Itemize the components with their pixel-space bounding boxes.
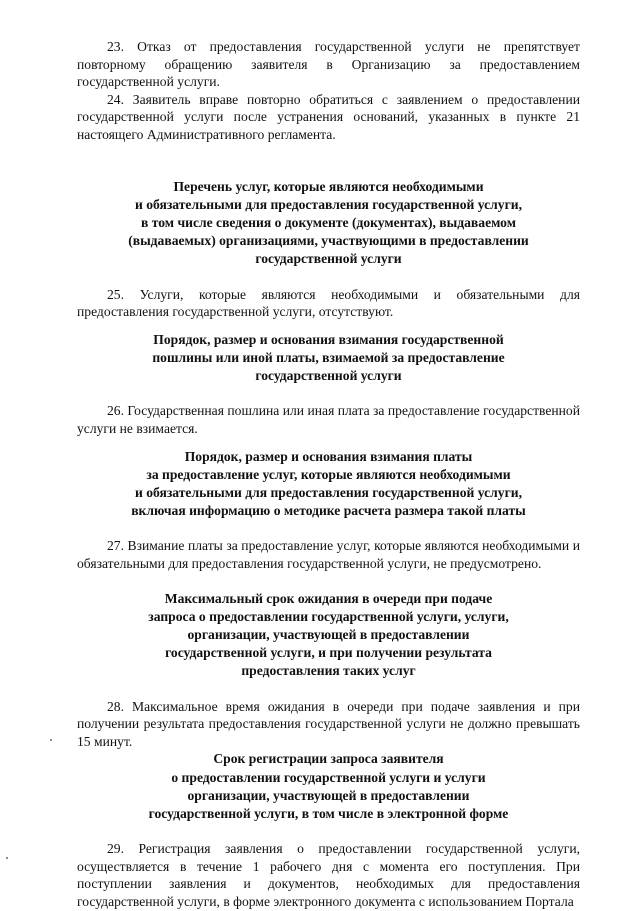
heading-line: Порядок, размер и основания взимания платы: [184, 448, 473, 464]
heading-line: запроса о предоставлении государственной услуги, услуги,: [148, 608, 509, 624]
heading-line: Порядок, размер и основания взимания государственной: [153, 331, 504, 347]
heading-line: пошлины или иной платы, взимаемой за предоставление: [152, 349, 505, 365]
heading-line: организации, участвующей в предоставлении: [187, 787, 470, 803]
heading-line: о предоставлении государственной услуги и услуги: [171, 769, 486, 785]
heading-line: предоставления таких услуг: [241, 663, 416, 679]
paragraph-24: 24. Заявитель вправе повторно обратиться с заявлением о предоставлении государственной услуги после устранения оснований, указанных в пункте 21 настоящего Административного регламента.: [77, 91, 580, 142]
section-heading-necessary-services: [77, 178, 580, 269]
section-heading-state-fee: [77, 331, 580, 386]
heading-line: государственной услуги: [255, 368, 402, 384]
document-page: [77, 38, 580, 911]
heading-line: (выдаваемых) организациями, участвующими в предоставлении: [128, 233, 529, 249]
scan-speck: [50, 739, 52, 741]
heading-line: государственной услуги, и при получении результата: [165, 645, 492, 661]
heading-line: в том числе сведения о документе (документах), выдаваемом: [141, 214, 516, 230]
heading-line: государственной услуги: [255, 251, 402, 267]
heading-line: государственной услуги, в том числе в электронной форме: [148, 805, 509, 821]
paragraph-23: 23. Отказ от предоставления государственной услуги не препятствует повторному обращению заявителя в Организацию за предоставлением государственной услуги.: [77, 39, 580, 90]
heading-line: организации, участвующей в предоставлении: [187, 626, 470, 642]
section-heading-payment-for-services: [77, 448, 580, 521]
paragraph-27: 27. Взимание платы за предоставление услуг, которые являются необходимыми и обязательными для предоставления государственной услуги, не предусмотрено.: [77, 538, 580, 571]
paragraph-29: 29. Регистрация заявления о предоставлении государственной услуги, осуществляется в течение 1 рабочего дня с момента его поступления. При поступлении заявления и документов, необходимых для предоставления государственной услуги, в форме электронного документа с использованием Портала: [77, 841, 580, 909]
heading-line: Срок регистрации запроса заявителя: [213, 751, 444, 767]
heading-line: Перечень услуг, которые являются необходимыми: [173, 178, 484, 194]
scan-speck: [6, 857, 8, 859]
heading-line: включая информацию о методике расчета размера такой платы: [131, 503, 526, 519]
paragraph-25: 25. Услуги, которые являются необходимыми и обязательными для предоставления государственной услуги, отсутствуют.: [77, 286, 580, 320]
section-heading-queue-time: [77, 590, 580, 681]
heading-line: и обязательными для предоставления государственной услуги,: [135, 484, 522, 500]
heading-line: Максимальный срок ожидания в очереди при подаче: [164, 590, 493, 606]
paragraph-28: 28. Максимальное время ожидания в очереди при подаче заявления и при получении результата предоставления государственной услуги не должно превышать 15 минут.: [77, 698, 580, 749]
heading-line: и обязательными для предоставления государственной услуги,: [135, 196, 522, 212]
paragraph-26: 26. Государственная пошлина или иная плата за предоставление государственной услуги не взимается.: [77, 403, 580, 436]
section-heading-registration-time: [77, 750, 580, 823]
heading-line: за предоставление услуг, которые являются необходимыми: [146, 466, 511, 482]
